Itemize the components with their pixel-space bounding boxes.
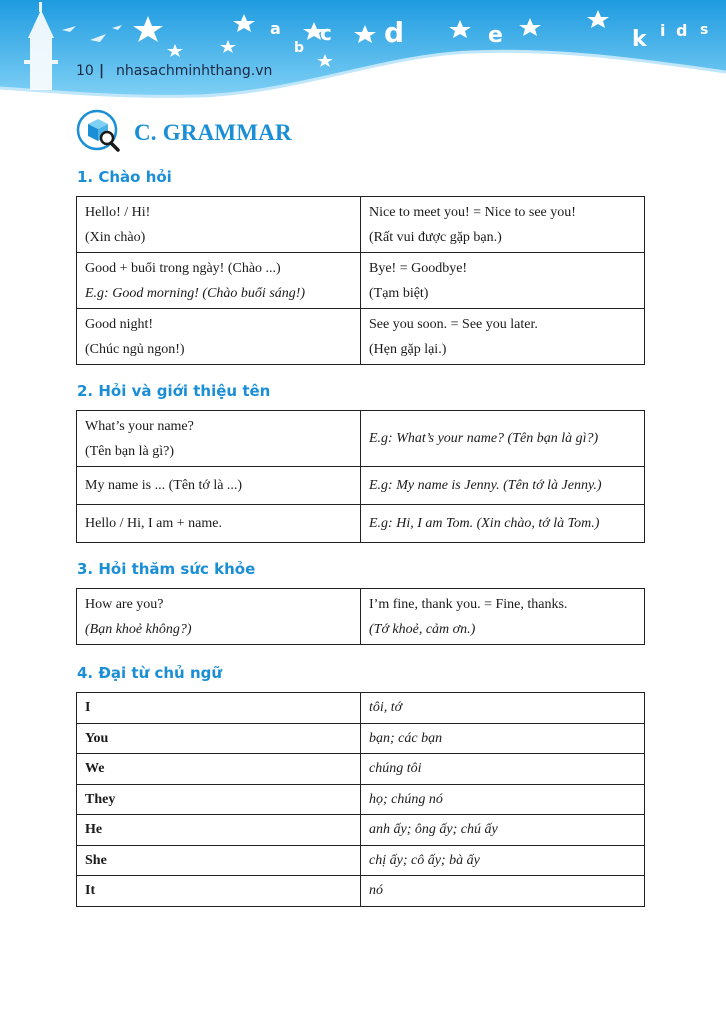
deco-letter-d: d	[384, 16, 405, 49]
table-cell: E.g: My name is Jenny. (Tên tớ là Jenny.)	[361, 467, 645, 505]
table-cell: We	[77, 754, 361, 785]
table-cell: I	[77, 693, 361, 724]
table-row	[77, 815, 645, 846]
section-title: C. GRAMMAR	[134, 120, 292, 145]
pronoun-table	[76, 692, 645, 907]
table-row	[77, 693, 645, 724]
name-table	[76, 410, 645, 543]
table-cell: Nice to meet you! = Nice to see you! (Rất vui được gặp bạn.)	[361, 197, 645, 253]
table-row	[77, 467, 645, 505]
table-row	[77, 784, 645, 815]
subsection-title: 1. Chào hỏi	[77, 168, 172, 186]
table-cell: Hello! / Hi! (Xin chào)	[77, 197, 361, 253]
table-cell: Bye! = Goodbye! (Tạm biệt)	[361, 253, 645, 309]
page-header	[0, 0, 726, 110]
table-cell: chúng tôi	[361, 754, 645, 785]
page-number: 10	[76, 63, 94, 79]
header-banner	[0, 0, 726, 110]
deco-letter-d2: d	[676, 21, 688, 40]
page-separator: |	[99, 63, 105, 79]
table-cell: How are you? (Bạn khoẻ không?)	[77, 589, 361, 645]
subsection-title: 2. Hỏi và giới thiệu tên	[77, 382, 271, 400]
table-cell: My name is ... (Tên tớ là ...)	[77, 467, 361, 505]
subsection-title: 4. Đại từ chủ ngữ	[77, 664, 223, 682]
table-cell: She	[77, 845, 361, 876]
deco-letter-e: e	[488, 23, 503, 48]
site-name: nhasachminhthang.vn	[116, 63, 273, 79]
subsection-title: 3. Hỏi thăm sức khỏe	[77, 560, 256, 578]
deco-letter-c: c	[320, 21, 332, 45]
table-row	[77, 589, 645, 645]
table-cell: chị ấy; cô ấy; bà ấy	[361, 845, 645, 876]
table-cell: nó	[361, 876, 645, 907]
table-row	[77, 253, 645, 309]
deco-letter-b: b	[294, 40, 305, 56]
table-cell: I’m fine, thank you. = Fine, thanks. (Tớ khoẻ, cảm ơn.)	[361, 589, 645, 645]
table-cell: See you soon. = See you later. (Hẹn gặp lại.)	[361, 309, 645, 365]
table-row	[77, 876, 645, 907]
table-cell: họ; chúng nó	[361, 784, 645, 815]
deco-letter-a: a	[270, 19, 281, 38]
table-row	[77, 505, 645, 543]
table-row	[77, 754, 645, 785]
table-cell: E.g: What’s your name? (Tên bạn là gì?)	[361, 411, 645, 467]
table-cell: Good + buổi trong ngày! (Chào ...) E.g: Good morning! (Chào buổi sáng!)	[77, 253, 361, 309]
deco-letter-k: k	[632, 27, 647, 52]
table-row	[77, 411, 645, 467]
table-cell: E.g: Hi, I am Tom. (Xin chào, tớ là Tom.)	[361, 505, 645, 543]
table-row	[77, 723, 645, 754]
table-cell: tôi, tớ	[361, 693, 645, 724]
table-cell: Hello / Hi, I am + name.	[77, 505, 361, 543]
table-cell: bạn; các bạn	[361, 723, 645, 754]
table-row	[77, 845, 645, 876]
greetings-table	[76, 196, 645, 365]
deco-letter-i: i	[660, 21, 666, 40]
table-cell: What’s your name? (Tên bạn là gì?)	[77, 411, 361, 467]
deco-letter-s: s	[700, 22, 709, 38]
health-table	[76, 588, 645, 645]
table-cell: anh ấy; ông ấy; chú ấy	[361, 815, 645, 846]
table-cell: You	[77, 723, 361, 754]
search-cube-icon	[76, 108, 124, 156]
table-cell: Good night! (Chúc ngủ ngon!)	[77, 309, 361, 365]
table-cell: He	[77, 815, 361, 846]
table-cell: They	[77, 784, 361, 815]
table-row	[77, 197, 645, 253]
table-row	[77, 309, 645, 365]
table-cell: It	[77, 876, 361, 907]
